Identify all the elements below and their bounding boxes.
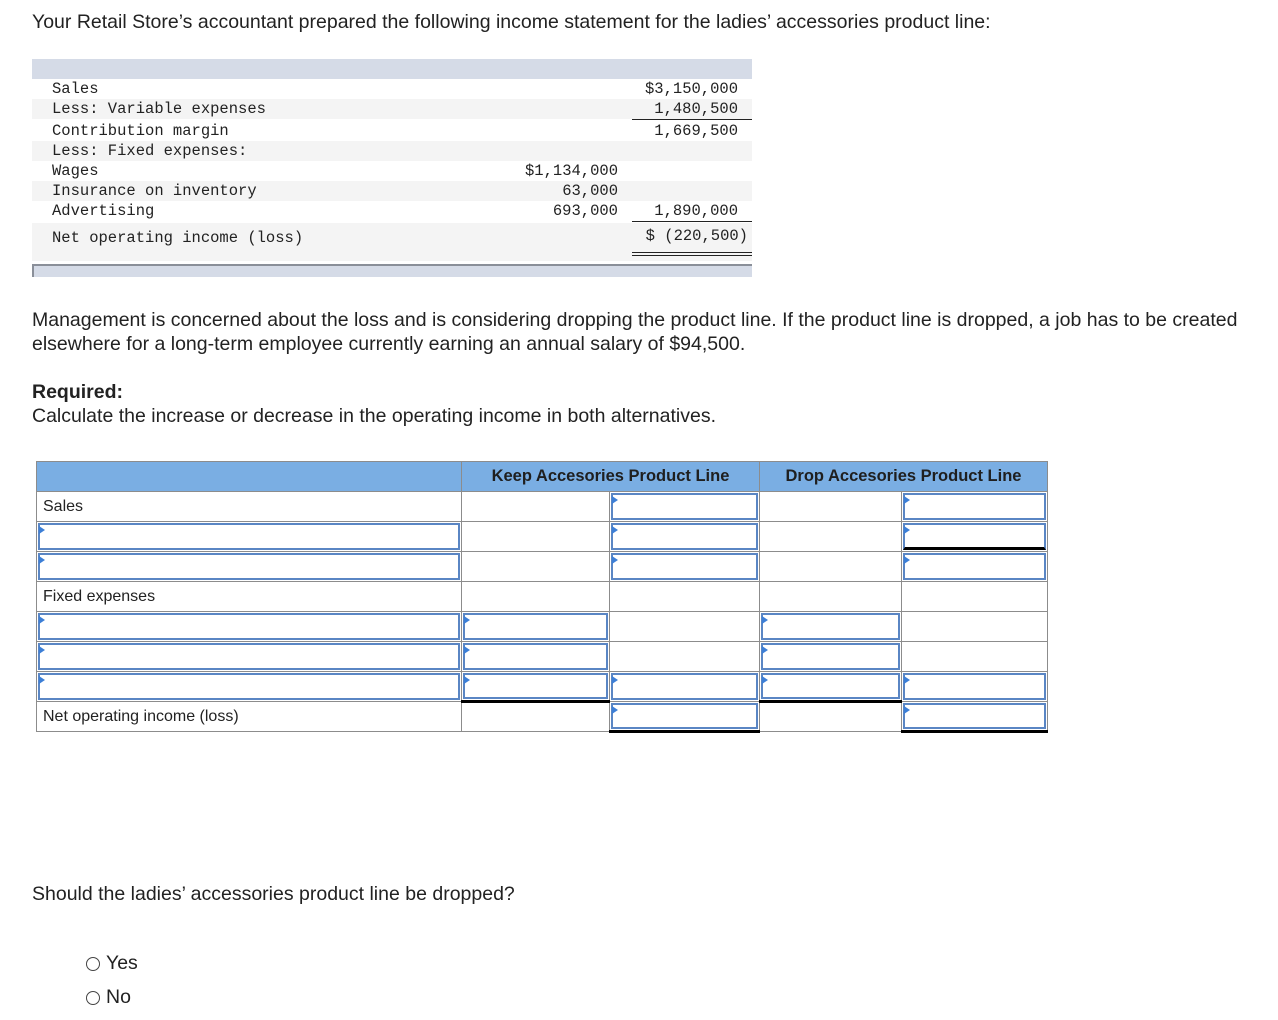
keep-r2-cell [610,522,760,552]
keep-net-cell [610,702,760,732]
row-label-6-select[interactable] [38,643,460,670]
keep-r7-input[interactable] [463,673,608,699]
row-label-2-cell [37,522,462,552]
statement-footer-line [32,264,752,266]
keep-r6-static [610,642,760,672]
radio-yes-label: Yes [106,952,138,974]
underline-fixed [632,221,752,222]
keep-r7-cell [462,672,610,702]
concern-text: Management is concerned about the loss and is considering dropping the product line. If the product line is dropped, a job has to be created elsewhere for a long-term employee currently earning an annual salary of $94,500. [32,309,1238,355]
grid-row-7 [37,672,1048,702]
double-underline-bottom [632,255,752,256]
drop-r3-input[interactable] [903,553,1046,580]
row-label-3-cell [37,552,462,582]
keep-net-input[interactable] [611,703,758,729]
grid-row-6 [37,642,1048,672]
keep-r2-input[interactable] [611,523,758,550]
keep-fixed-c1 [462,582,610,612]
row-label-6-cell [37,642,462,672]
drop-net-static [760,702,902,732]
header-drop: Drop Accesories Product Line [760,462,1048,492]
row-label-7-cell [37,672,462,702]
statement-row-insurance: Insurance on inventory 63,000 [32,181,752,201]
grid-row-2 [37,522,1048,552]
row-label-fixed: Fixed expenses [37,582,462,612]
keep-r5-input[interactable] [463,613,608,640]
header-keep: Keep Accesories Product Line [462,462,760,492]
drop-fixed-c2 [902,582,1048,612]
grid-header-blank [37,462,462,492]
keep-r3-input[interactable] [611,553,758,580]
drop-r7-total-cell [902,672,1048,702]
grid-row-fixed [37,582,1048,612]
keep-r2-static [462,522,610,552]
drop-sales-static [760,492,902,522]
drop-r6-static [902,642,1048,672]
grid-row-sales [37,492,1048,522]
statement-row-wages: Wages $1,134,000 [52,162,618,180]
drop-r3-static [760,552,902,582]
keep-r6-input[interactable] [463,643,608,670]
radio-no-label: No [106,986,131,1008]
drop-r7-input[interactable] [761,673,900,699]
statement-row-variable: Less: Variable expenses 1,480,500 [32,99,752,119]
keep-r5-cell [462,612,610,642]
grid-header-row [37,462,1048,492]
statement-row-advertising: Advertising 693,000 1,890,000 [52,202,738,220]
keep-net-static [462,702,610,732]
drop-net-input[interactable] [903,703,1046,729]
radio-option-no[interactable] [86,986,131,1009]
drop-r6-input[interactable] [761,643,900,670]
intro-text: Your Retail Store’s accountant prepared the following income statement for the ladies’ accessories product line: [32,11,991,33]
drop-fixed-c1 [760,582,902,612]
grid-row-3 [37,552,1048,582]
drop-question: Should the ladies’ accessories product line be dropped? [32,883,515,905]
keep-r7-total-cell [610,672,760,702]
keep-sales-input[interactable] [611,493,758,520]
keep-fixed-c2 [610,582,760,612]
income-statement [32,59,752,277]
drop-r5-input[interactable] [761,613,900,640]
keep-sales-cell [610,492,760,522]
drop-r5-cell [760,612,902,642]
statement-row-fixed-header: Less: Fixed expenses: [32,141,752,161]
double-underline-top [632,252,752,253]
radio-yes-circle[interactable] [86,957,100,971]
required-text: Calculate the increase or decrease in the operating income in both alternatives. [32,405,716,427]
row-label-5-cell [37,612,462,642]
required-title: Required: [32,381,124,403]
drop-r5-static [902,612,1048,642]
keep-r3-static [462,552,610,582]
drop-r7-cell [760,672,902,702]
drop-net-cell [902,702,1048,732]
drop-r2-input[interactable] [903,523,1046,550]
statement-row-sales: Sales $3,150,000 [52,80,738,98]
drop-r3-cell [902,552,1048,582]
keep-r3-cell [610,552,760,582]
keep-r7-total-input[interactable] [611,673,758,700]
answer-grid [36,461,1048,733]
statement-row-contribution: Contribution margin 1,669,500 [52,122,738,140]
drop-r6-cell [760,642,902,672]
keep-r5-static [610,612,760,642]
radio-option-yes[interactable] [86,952,138,975]
keep-sales-static [462,492,610,522]
row-label-sales: Sales [37,492,462,522]
row-label-5-select[interactable] [38,613,460,640]
statement-header-band [32,59,752,79]
drop-r7-total-input[interactable] [903,673,1046,700]
grid-row-5 [37,612,1048,642]
statement-footer-tick [32,264,34,277]
drop-sales-cell [902,492,1048,522]
row-label-3-select[interactable] [38,553,460,580]
row-label-2-select[interactable] [38,523,460,550]
radio-no-circle[interactable] [86,991,100,1005]
grid-row-net [37,702,1048,732]
statement-row-net: Net operating income (loss) $ (220,500) [32,223,752,261]
drop-r2-cell [902,522,1048,552]
row-label-net: Net operating income (loss) [37,702,462,732]
drop-sales-input[interactable] [903,493,1046,520]
underline-variable [632,119,752,120]
drop-r2-static [760,522,902,552]
keep-r6-cell [462,642,610,672]
row-label-7-select[interactable] [38,673,460,700]
